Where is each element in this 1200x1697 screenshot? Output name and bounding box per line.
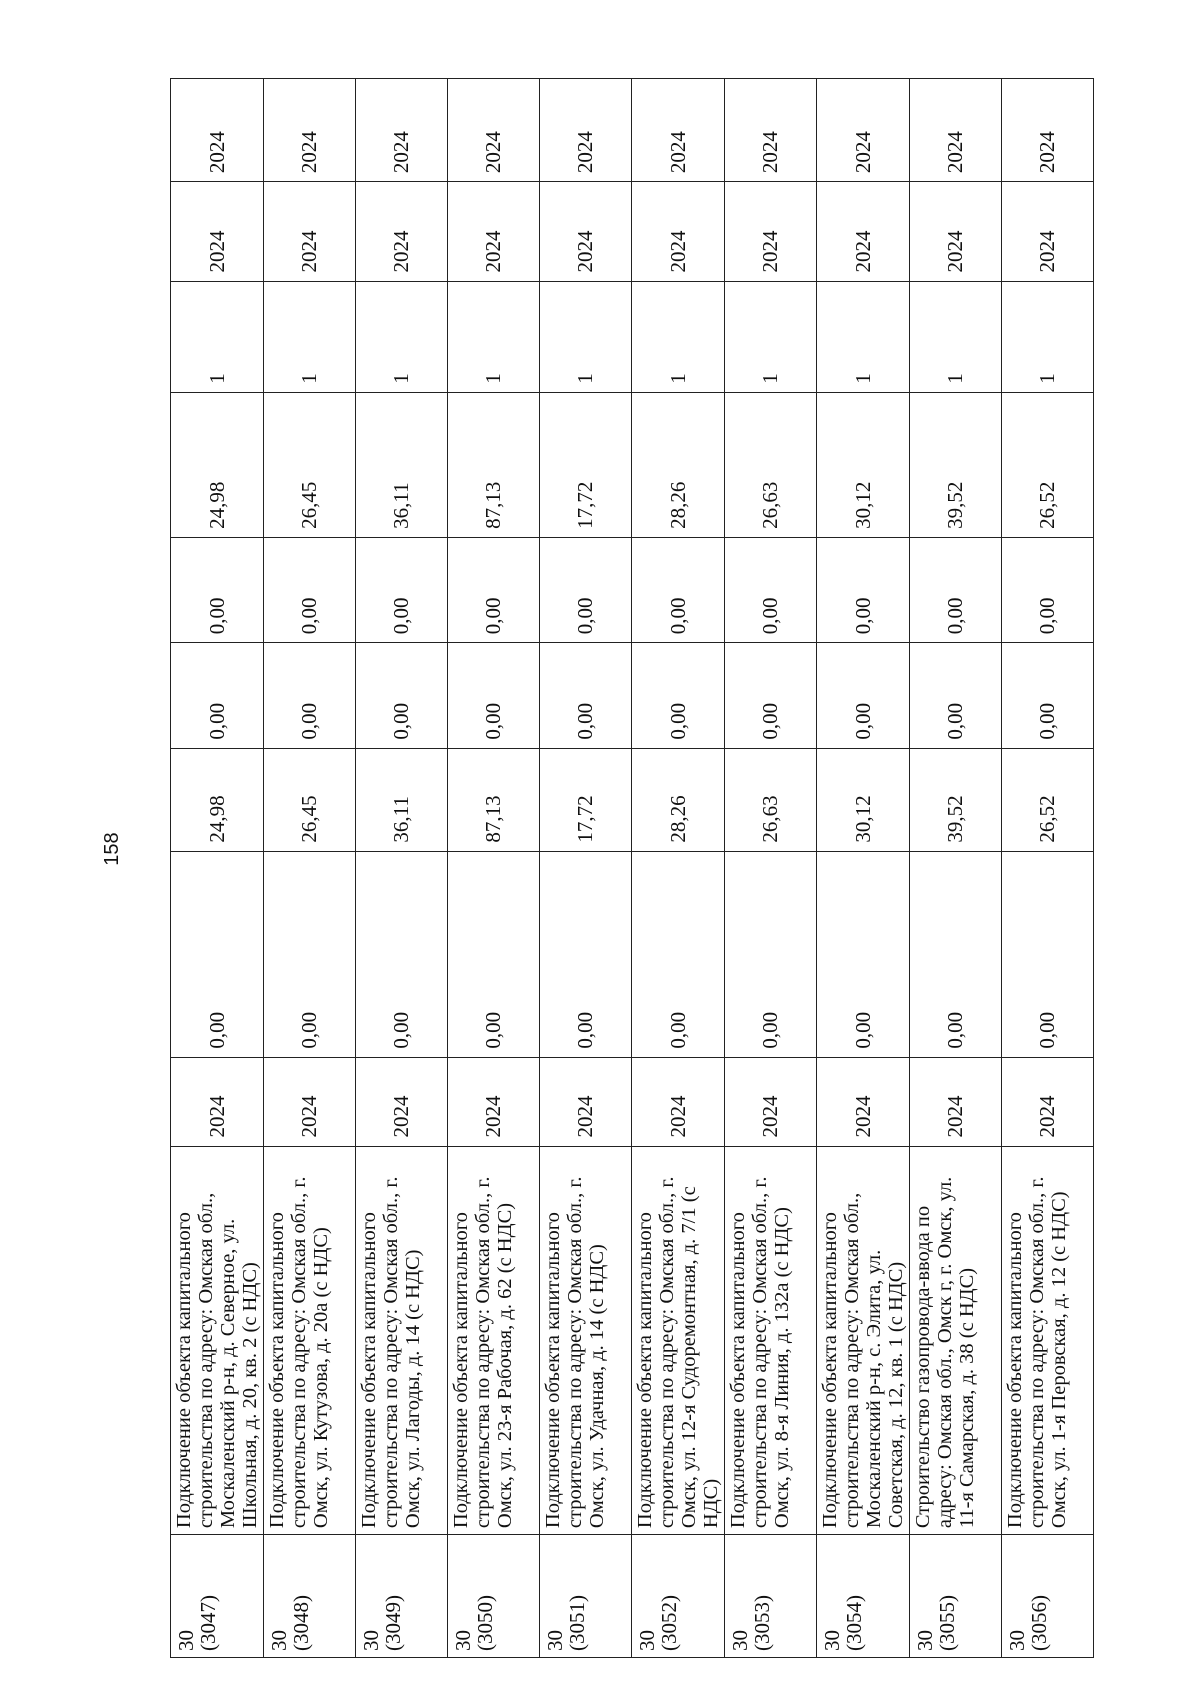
row-description-cell: Подключение объекта капитального строительства по адресу: Омская обл., Москаленский р-н, с. Элита, ул. Советская, д. 12, кв. 1 (с НДС) (817, 1146, 910, 1535)
cell-value-5: 26,52 (1002, 392, 1094, 537)
cell-value-4: 0,00 (817, 537, 910, 642)
cell-count: 1 (817, 281, 910, 392)
cell-value-3: 0,00 (725, 643, 817, 748)
cell-value-5: 36,11 (356, 392, 448, 537)
cell-value-2: 26,52 (1002, 748, 1094, 851)
cell-year-2: 2024 (632, 182, 725, 281)
cell-value-3: 0,00 (817, 643, 910, 748)
cell-count: 1 (1002, 281, 1094, 392)
cell-value-1: 0,00 (540, 851, 632, 1057)
row-id-cell: 30 (3048) (264, 1535, 356, 1658)
row-id-cell: 30 (3047) (171, 1535, 264, 1658)
row-description-cell: Подключение объекта капитального строительства по адресу: Омская обл., г. Омск, ул. Удачная, д. 14 (с НДС) (540, 1146, 632, 1535)
cell-value-3: 0,00 (356, 643, 448, 748)
cell-year-2: 2024 (1002, 182, 1094, 281)
cell-value-4: 0,00 (632, 537, 725, 642)
cell-year-1: 2024 (725, 1057, 817, 1146)
cell-value-2: 36,11 (356, 748, 448, 851)
cell-year-3: 2024 (356, 79, 448, 182)
cell-year-2: 2024 (264, 182, 356, 281)
cell-value-1: 0,00 (356, 851, 448, 1057)
cell-count: 1 (448, 281, 540, 392)
row-id-cell: 30 (3051) (540, 1535, 632, 1658)
cell-value-4: 0,00 (356, 537, 448, 642)
cell-value-4: 0,00 (171, 537, 264, 642)
table-row (1002, 79, 1094, 1658)
cell-year-1: 2024 (632, 1057, 725, 1146)
row-id-cell: 30 (3052) (632, 1535, 725, 1658)
cell-value-2: 17,72 (540, 748, 632, 851)
cell-value-1: 0,00 (171, 851, 264, 1057)
cell-value-5: 24,98 (171, 392, 264, 537)
cell-value-1: 0,00 (448, 851, 540, 1057)
row-id-cell: 30 (3054) (817, 1535, 910, 1658)
cell-year-3: 2024 (725, 79, 817, 182)
cell-value-5: 39,52 (910, 392, 1002, 537)
cell-count: 1 (632, 281, 725, 392)
rotated-table-container (170, 78, 1090, 1658)
row-description-cell: Подключение объекта капитального строительства по адресу: Омская обл., г. Омск, ул. Лагоды, д. 14 (с НДС) (356, 1146, 448, 1535)
cell-year-3: 2024 (171, 79, 264, 182)
row-id-cell: 30 (3055) (910, 1535, 1002, 1658)
cell-year-2: 2024 (910, 182, 1002, 281)
row-id-cell: 30 (3056) (1002, 1535, 1094, 1658)
cell-value-4: 0,00 (1002, 537, 1094, 642)
cell-year-3: 2024 (817, 79, 910, 182)
cell-year-1: 2024 (171, 1057, 264, 1146)
cell-value-2: 24,98 (171, 748, 264, 851)
cell-value-5: 28,26 (632, 392, 725, 537)
cell-year-1: 2024 (540, 1057, 632, 1146)
cell-value-2: 26,63 (725, 748, 817, 851)
row-description-cell: Подключение объекта капитального строительства по адресу: Омская обл., г. Омск, ул. 23-я Рабочая, д. 62 (с НДС) (448, 1146, 540, 1535)
row-id-cell: 30 (3053) (725, 1535, 817, 1658)
cell-year-3: 2024 (448, 79, 540, 182)
cell-value-5: 17,72 (540, 392, 632, 537)
cell-value-2: 26,45 (264, 748, 356, 851)
cell-year-3: 2024 (1002, 79, 1094, 182)
table-row (264, 79, 356, 1658)
table-row (725, 79, 817, 1658)
table-row (817, 79, 910, 1658)
cell-value-5: 87,13 (448, 392, 540, 537)
table-row (632, 79, 725, 1658)
cell-value-1: 0,00 (264, 851, 356, 1057)
cell-year-1: 2024 (817, 1057, 910, 1146)
investment-table (170, 78, 1094, 1658)
cell-value-3: 0,00 (171, 643, 264, 748)
row-id-cell: 30 (3049) (356, 1535, 448, 1658)
cell-year-2: 2024 (817, 182, 910, 281)
row-description-cell: Подключение объекта капитального строительства по адресу: Омская обл., г. Омск, ул. Кутузова, д. 20а (с НДС) (264, 1146, 356, 1535)
table-row (448, 79, 540, 1658)
cell-value-5: 26,45 (264, 392, 356, 537)
cell-value-2: 87,13 (448, 748, 540, 851)
cell-value-1: 0,00 (1002, 851, 1094, 1057)
cell-year-1: 2024 (448, 1057, 540, 1146)
cell-value-4: 0,00 (540, 537, 632, 642)
row-description-cell: Строительство газопровода-ввода по адресу: Омская обл., Омск г, г. Омск, ул. 11-я Самарская, д. 38 (с НДС) (910, 1146, 1002, 1535)
cell-year-2: 2024 (540, 182, 632, 281)
cell-value-3: 0,00 (632, 643, 725, 748)
cell-count: 1 (725, 281, 817, 392)
cell-value-2: 30,12 (817, 748, 910, 851)
cell-value-1: 0,00 (910, 851, 1002, 1057)
cell-value-2: 28,26 (632, 748, 725, 851)
cell-value-1: 0,00 (725, 851, 817, 1057)
table-row (356, 79, 448, 1658)
cell-year-3: 2024 (632, 79, 725, 182)
cell-year-2: 2024 (725, 182, 817, 281)
cell-year-3: 2024 (910, 79, 1002, 182)
cell-count: 1 (171, 281, 264, 392)
table-row (540, 79, 632, 1658)
page-number: 158 (101, 832, 123, 866)
row-description-cell: Подключение объекта капитального строительства по адресу: Омская обл., г. Омск, ул. 1-я Перовская, д. 12 (с НДС) (1002, 1146, 1094, 1535)
row-description-cell: Подключение объекта капитального строительства по адресу: Омская обл., Москаленский р-н, д. Северное, ул. Школьная, д. 20, кв. 2 (с НДС) (171, 1146, 264, 1535)
table-body (171, 79, 1094, 1658)
cell-value-3: 0,00 (540, 643, 632, 748)
table-row (910, 79, 1002, 1658)
cell-year-2: 2024 (448, 182, 540, 281)
cell-value-5: 30,12 (817, 392, 910, 537)
table-row (171, 79, 264, 1658)
cell-value-3: 0,00 (910, 643, 1002, 748)
cell-year-1: 2024 (1002, 1057, 1094, 1146)
cell-value-3: 0,00 (264, 643, 356, 748)
cell-value-4: 0,00 (725, 537, 817, 642)
cell-value-2: 39,52 (910, 748, 1002, 851)
cell-year-1: 2024 (910, 1057, 1002, 1146)
cell-value-3: 0,00 (1002, 643, 1094, 748)
cell-value-4: 0,00 (910, 537, 1002, 642)
cell-year-2: 2024 (356, 182, 448, 281)
cell-year-2: 2024 (171, 182, 264, 281)
cell-count: 1 (910, 281, 1002, 392)
cell-value-3: 0,00 (448, 643, 540, 748)
row-description-cell: Подключение объекта капитального строительства по адресу: Омская обл., г. Омск, ул. 12-я Судоремонтная, д. 7/1 (с НДС) (632, 1146, 725, 1535)
cell-year-1: 2024 (356, 1057, 448, 1146)
cell-year-3: 2024 (540, 79, 632, 182)
cell-year-3: 2024 (264, 79, 356, 182)
row-description-cell: Подключение объекта капитального строительства по адресу: Омская обл., г. Омск, ул. 8-я Линия, д. 132а (с НДС) (725, 1146, 817, 1535)
cell-value-4: 0,00 (264, 537, 356, 642)
cell-count: 1 (356, 281, 448, 392)
row-id-cell: 30 (3050) (448, 1535, 540, 1658)
cell-count: 1 (540, 281, 632, 392)
cell-value-4: 0,00 (448, 537, 540, 642)
cell-value-1: 0,00 (632, 851, 725, 1057)
cell-value-5: 26,63 (725, 392, 817, 537)
cell-value-1: 0,00 (817, 851, 910, 1057)
cell-count: 1 (264, 281, 356, 392)
cell-year-1: 2024 (264, 1057, 356, 1146)
